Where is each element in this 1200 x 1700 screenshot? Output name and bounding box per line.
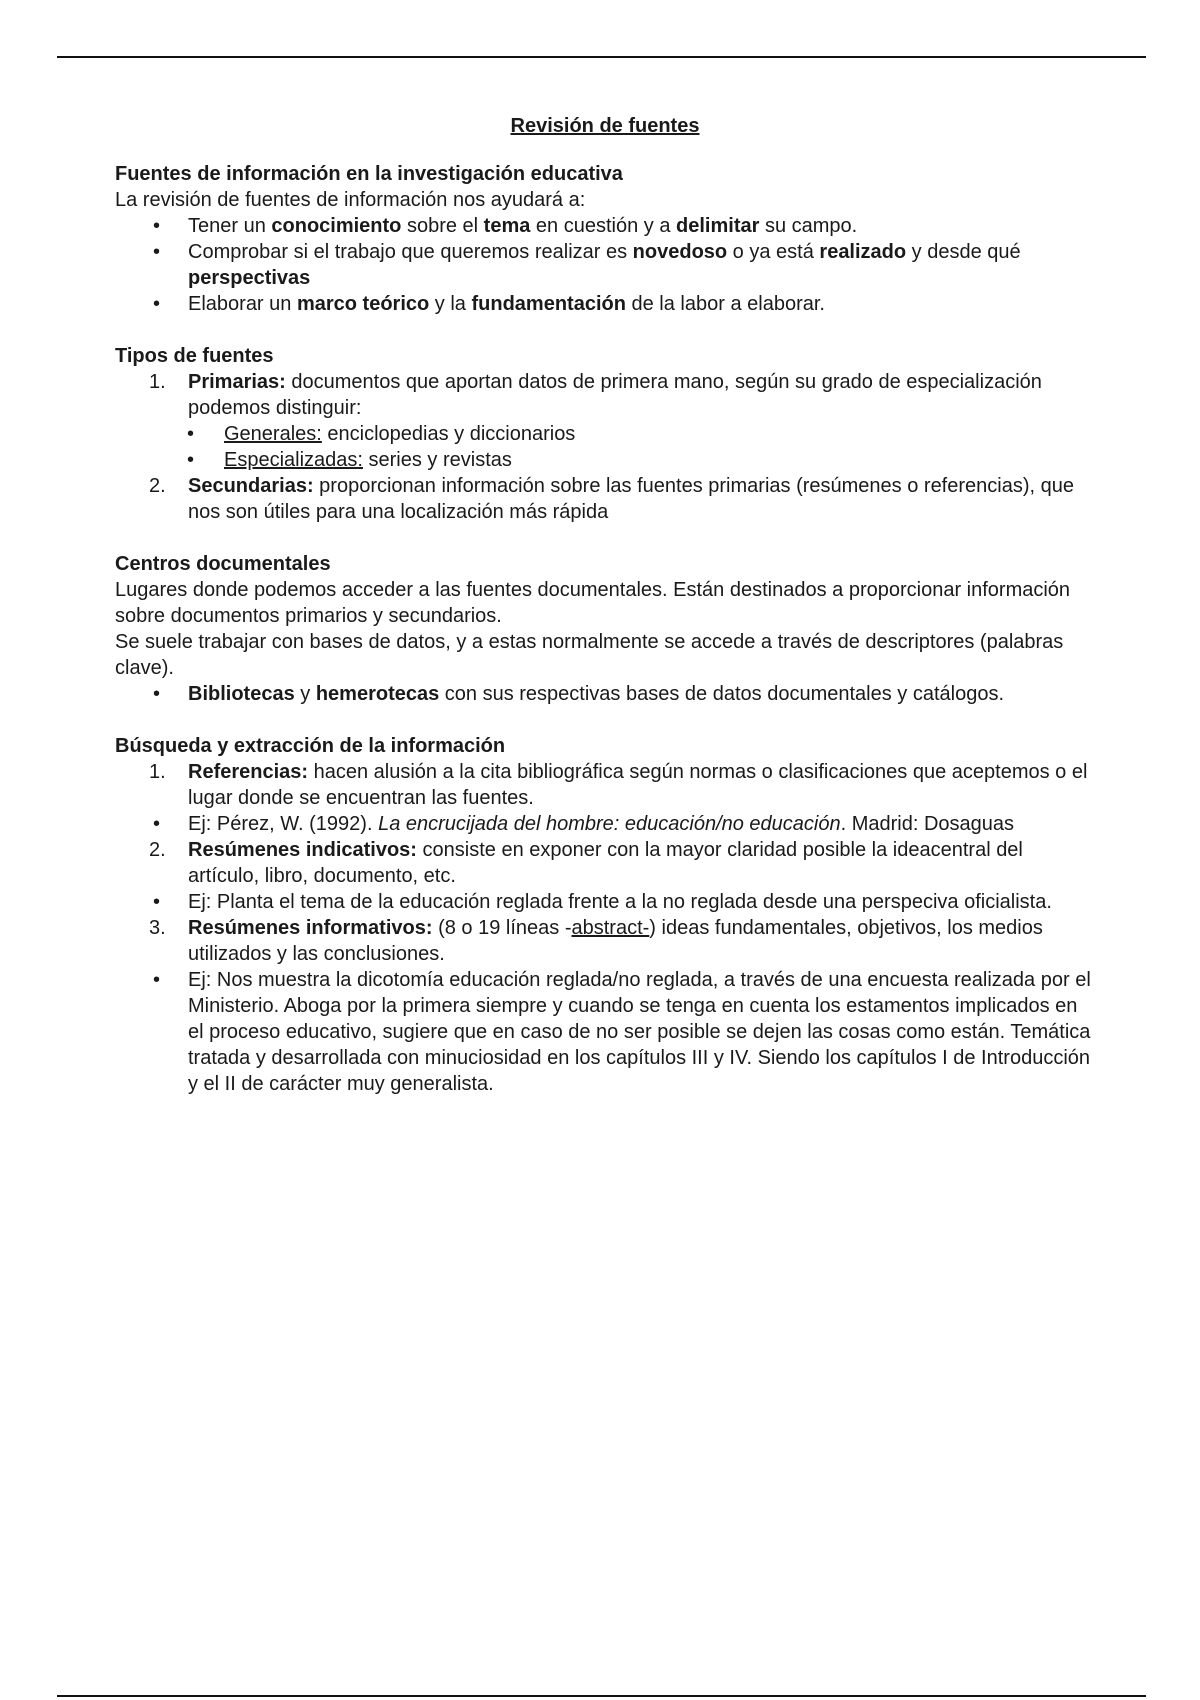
text-run: Ej: Pérez, W. (1992). xyxy=(188,813,379,835)
bullet-icon: • xyxy=(187,449,195,471)
bold-term: fundamentación xyxy=(471,293,626,315)
bullet-icon: • xyxy=(153,241,161,263)
bottom-rule xyxy=(57,1695,1146,1697)
underlined-term: abstract- xyxy=(571,917,650,939)
document-body xyxy=(115,113,1095,1097)
text-run: Comprobar si el trabajo que queremos realizar es xyxy=(188,241,633,263)
section-heading-fuentes: Fuentes de información en la investigación educativa xyxy=(115,163,623,185)
text-run: y xyxy=(294,683,316,705)
text-run: Elaborar un xyxy=(188,293,297,315)
bold-term: realizado xyxy=(819,241,907,263)
bullet-icon: • xyxy=(153,215,161,237)
busqueda-list xyxy=(115,759,1095,1097)
sub-list-item xyxy=(115,421,1095,447)
bold-term: Resúmenes informativos: xyxy=(188,917,433,939)
list-number: 1. xyxy=(149,371,166,393)
centros-paragraph: Lugares donde podemos acceder a las fuentes documentales. Están destinados a proporcionar información sobre documentos primarios y secundarios. xyxy=(115,579,1071,627)
list-item xyxy=(115,213,1095,239)
list-number: 2. xyxy=(149,475,166,497)
bullet-icon: • xyxy=(153,683,161,705)
bullet-icon: • xyxy=(187,423,195,445)
list-number: 1. xyxy=(149,761,166,783)
underlined-term: Especializadas: xyxy=(224,449,363,471)
text-run: documentos que aportan datos de primera mano, según su grado de especialización podemos distinguir: xyxy=(188,371,1042,419)
bold-term: novedoso xyxy=(632,241,728,263)
centros-bullet-list xyxy=(115,681,1095,707)
text-run: con sus respectivas bases de datos documentales y catálogos. xyxy=(439,683,1004,705)
list-item xyxy=(115,759,1095,811)
bold-term: Primarias: xyxy=(188,371,286,393)
text-run: ) ideas fundamentales, objetivos, los medios utilizados y las conclusiones. xyxy=(188,917,1043,965)
text-run: de la labor a elaborar. xyxy=(625,293,825,315)
text-run: consiste en exponer con la mayor claridad posible la ideacentral del artículo, libro, documento, etc. xyxy=(188,839,1023,887)
text-run: y desde qué xyxy=(906,241,1021,263)
list-item xyxy=(115,915,1095,967)
text-run: series y revistas xyxy=(362,449,512,471)
bold-term: perspectivas xyxy=(188,267,311,289)
bullet-icon: • xyxy=(153,969,161,991)
bold-term: tema xyxy=(483,215,531,237)
bold-term: marco teórico xyxy=(296,293,430,315)
bold-term: delimitar xyxy=(676,215,760,237)
text-run: o ya está xyxy=(727,241,820,263)
list-item xyxy=(115,681,1095,707)
text-run: enciclopedias y diccionarios xyxy=(321,423,576,445)
bold-term: Bibliotecas xyxy=(188,683,295,705)
list-item xyxy=(115,369,1095,421)
list-number: 2. xyxy=(149,839,166,861)
tipos-numbered-list xyxy=(115,369,1095,525)
italic-title: La encrucijada del hombre: educación/no educación xyxy=(378,813,841,835)
section-heading-busqueda: Búsqueda y extracción de la información xyxy=(115,735,506,757)
section-heading-tipos: Tipos de fuentes xyxy=(115,345,274,367)
page-title: Revisión de fuentes xyxy=(510,115,700,137)
bold-term: Secundarias: xyxy=(188,475,314,497)
centros-paragraph: Se suele trabajar con bases de datos, y a estas normalmente se accede a través de descriptores (palabras clave). xyxy=(115,631,1064,679)
list-item xyxy=(115,889,1095,915)
text-run: (8 o 19 líneas - xyxy=(432,917,572,939)
bullet-icon: • xyxy=(153,293,161,315)
bold-term: conocimiento xyxy=(271,215,402,237)
list-item xyxy=(115,967,1095,1097)
spacer xyxy=(115,317,1095,343)
bold-term: Resúmenes indicativos: xyxy=(188,839,417,861)
text-run: Ej: Nos muestra la dicotomía educación reglada/no reglada, a través de una encuesta realizada por el Ministerio. Aboga por la primera siempre y cuando se tenga en cuenta los estamentos implicados en el proceso educativo, sugiere que en caso de no ser posible se dejen las cosas como están. Temática tratada y desarrollada con minuciosidad en los capítulos III y IV. Siendo los capítulos I de Introducción y el II de carácter muy generalista. xyxy=(188,969,1091,1095)
top-rule xyxy=(57,56,1146,58)
spacer xyxy=(115,707,1095,733)
list-number: 3. xyxy=(149,917,166,939)
list-item xyxy=(115,473,1095,525)
text-run: Ej: Planta el tema de la educación reglada frente a la no reglada desde una perspeciva oficialista. xyxy=(188,891,1052,913)
fuentes-bullet-list xyxy=(115,213,1095,317)
text-run: proporcionan información sobre las fuentes primarias (resúmenes o referencias), que nos son útiles para una localización más rápida xyxy=(188,475,1074,523)
bold-term: hemerotecas xyxy=(315,683,440,705)
spacer xyxy=(115,525,1095,551)
text-run: hacen alusión a la cita bibliográfica según normas o clasificaciones que aceptemos o el lugar donde se encuentran las fuentes. xyxy=(188,761,1088,809)
underlined-term: Generales: xyxy=(224,423,322,445)
text-run: sobre el xyxy=(401,215,484,237)
text-run: en cuestión y a xyxy=(530,215,677,237)
section-heading-centros: Centros documentales xyxy=(115,553,331,575)
list-item xyxy=(115,811,1095,837)
fuentes-intro: La revisión de fuentes de información nos ayudará a: xyxy=(115,189,586,211)
list-item xyxy=(115,291,1095,317)
bullet-icon: • xyxy=(153,891,161,913)
text-run: y la xyxy=(429,293,472,315)
list-item xyxy=(115,837,1095,889)
sub-list-item xyxy=(115,447,1095,473)
text-run: su campo. xyxy=(759,215,858,237)
bold-term: Referencias: xyxy=(188,761,309,783)
bullet-icon: • xyxy=(153,813,161,835)
text-run: . Madrid: Dosaguas xyxy=(840,813,1015,835)
text-run: Tener un xyxy=(188,215,272,237)
list-item xyxy=(115,239,1095,291)
